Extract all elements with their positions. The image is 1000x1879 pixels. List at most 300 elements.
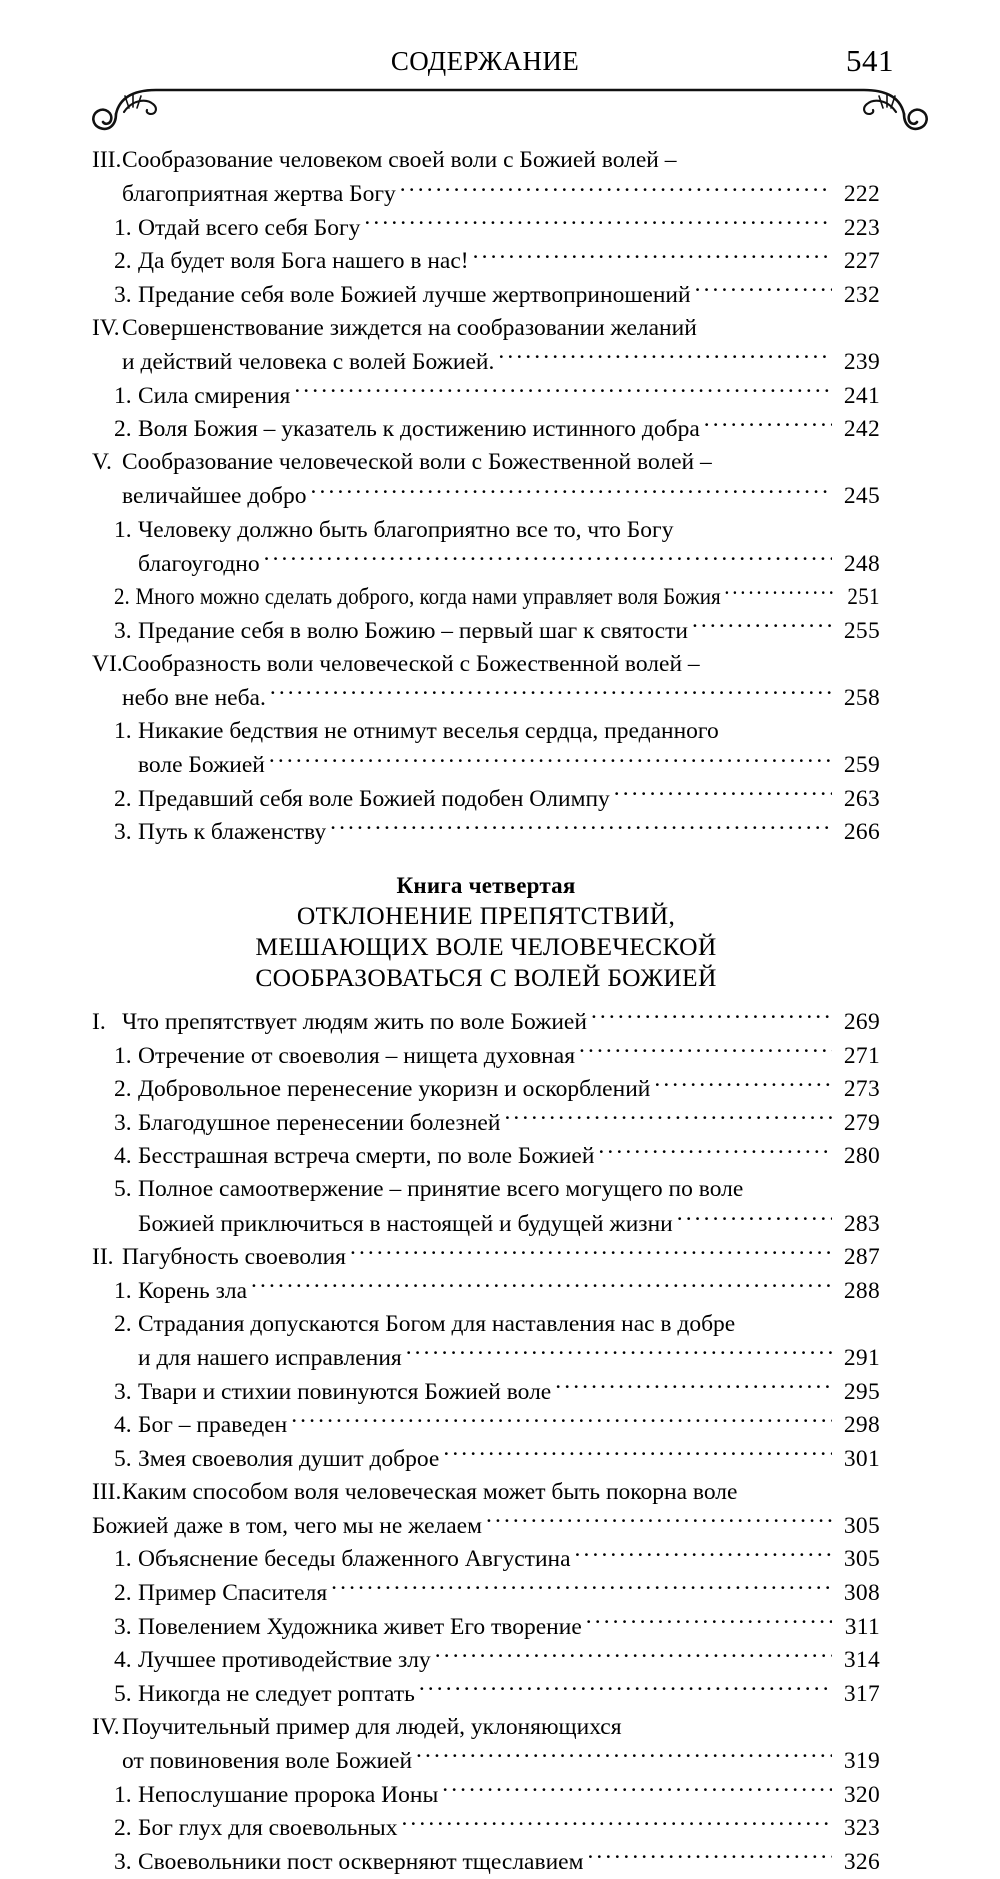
toc-entry-numeral: IV. bbox=[92, 1713, 120, 1740]
toc-entry-label bbox=[114, 816, 326, 850]
dot-leader bbox=[575, 1543, 832, 1567]
toc-entry-page-number: 314 bbox=[843, 1647, 880, 1674]
dot-leader bbox=[269, 749, 832, 773]
toc-entry-line[interactable] bbox=[92, 1039, 880, 1073]
toc-entry-text: Много можно сделать доброго, когда нами управляет воля Божия bbox=[135, 584, 721, 611]
toc-entry-label bbox=[92, 1241, 346, 1275]
toc-entry-text: Сообразование человеком своей воли с Божией волей – bbox=[122, 147, 677, 173]
toc-entry-row bbox=[114, 1106, 880, 1140]
toc-entry-line[interactable] bbox=[92, 178, 880, 212]
dot-leader bbox=[677, 1207, 832, 1231]
toc-entry-numeral: 2. bbox=[114, 1815, 132, 1842]
dot-leader bbox=[270, 682, 832, 706]
toc-entry-numeral: 3. bbox=[114, 1848, 132, 1875]
dot-leader bbox=[486, 1509, 832, 1533]
toc-entry-label bbox=[92, 648, 700, 682]
toc-entry-page-number: 223 bbox=[843, 214, 880, 241]
dot-leader bbox=[294, 379, 832, 403]
toc-entry-line[interactable] bbox=[92, 1509, 880, 1543]
toc-entry-page-number: 242 bbox=[843, 416, 880, 443]
dot-leader bbox=[498, 346, 832, 370]
dot-leader bbox=[364, 211, 832, 235]
toc-entry-row bbox=[122, 346, 880, 380]
toc-entry-text: Божией приключиться в настоящей и будущей жизни bbox=[138, 1210, 673, 1237]
toc-entry-label bbox=[92, 1006, 587, 1040]
toc-entry-page-number: 288 bbox=[843, 1277, 880, 1304]
toc-entry-text: Поучительный пример для людей, уклоняющихся bbox=[122, 1713, 622, 1740]
toc-entry-row bbox=[122, 682, 880, 716]
toc-entry-line[interactable] bbox=[92, 648, 880, 682]
toc-entry-label bbox=[114, 279, 691, 313]
toc-entry-page-number: 255 bbox=[843, 617, 880, 644]
toc-entry-text: благоугодно bbox=[138, 550, 260, 577]
toc-entry-line[interactable] bbox=[92, 1711, 880, 1745]
toc-entry-line[interactable] bbox=[92, 547, 880, 581]
toc-entry-text: Повелением Художника живет Его творение bbox=[138, 1613, 582, 1640]
dot-leader bbox=[291, 1409, 832, 1433]
toc-entry-label bbox=[114, 1846, 583, 1879]
toc-entry-label bbox=[92, 446, 712, 480]
toc-entry-label bbox=[114, 1107, 500, 1141]
toc-entry-page-number: 323 bbox=[843, 1815, 880, 1842]
toc-entry-line[interactable] bbox=[92, 782, 880, 816]
toc-entry-label bbox=[92, 312, 697, 346]
toc-entry-numeral: 1. bbox=[114, 214, 132, 241]
toc-entry-numeral: 3. bbox=[114, 819, 132, 846]
toc-entry-page-number: 269 bbox=[843, 1008, 880, 1035]
dot-leader bbox=[586, 1610, 832, 1634]
dot-leader bbox=[598, 1140, 832, 1164]
ornamental-divider-icon bbox=[80, 86, 940, 132]
toc-entry-line[interactable] bbox=[92, 1173, 880, 1207]
toc-entry-row bbox=[122, 1745, 880, 1779]
dot-leader bbox=[704, 413, 832, 437]
toc-entry-label bbox=[138, 749, 265, 783]
toc-entry-numeral: 1. bbox=[114, 382, 132, 409]
toc-entry-row bbox=[114, 1644, 880, 1678]
toc-entry-label bbox=[114, 1443, 439, 1477]
toc-entry-line[interactable] bbox=[92, 446, 880, 480]
toc-entry-line[interactable] bbox=[92, 1375, 880, 1409]
dot-leader bbox=[264, 547, 832, 571]
toc-entry-line[interactable] bbox=[92, 1140, 880, 1174]
toc-entry-numeral: 2. bbox=[114, 1310, 132, 1337]
toc-entry-text: Твари и стихии повинуются Божией воле bbox=[138, 1378, 552, 1405]
toc-entry-line[interactable] bbox=[92, 749, 880, 783]
book-heading-title-line: ОТКЛОНЕНИЕ ПРЕПЯТСТВИЙ, bbox=[296, 901, 676, 931]
toc-entry-line[interactable] bbox=[92, 1106, 880, 1140]
toc-entry-text: Пример Спасителя bbox=[138, 1580, 328, 1607]
dot-leader bbox=[331, 1577, 832, 1601]
toc-entry-text: Объяснение беседы блаженного Августина bbox=[138, 1546, 571, 1573]
toc-entry-row bbox=[114, 514, 880, 548]
toc-entry-row bbox=[114, 1308, 880, 1342]
dot-leader bbox=[401, 1812, 832, 1836]
toc-entry-text: Божией даже в том, чего мы не желаем bbox=[92, 1512, 482, 1539]
toc-entry-row bbox=[92, 1711, 880, 1745]
toc-entry-text: Бог – праведен bbox=[138, 1412, 288, 1439]
toc-entry-line[interactable] bbox=[92, 346, 880, 380]
toc-entry-line[interactable] bbox=[92, 1409, 880, 1443]
toc-entry-line[interactable] bbox=[92, 514, 880, 548]
toc-entry-page-number: 279 bbox=[843, 1109, 880, 1136]
toc-entry-label bbox=[92, 1510, 482, 1544]
toc-entry-label bbox=[114, 1678, 415, 1712]
toc-entry-line[interactable] bbox=[92, 245, 880, 279]
toc-entry-label bbox=[138, 548, 260, 582]
toc-entry-label bbox=[114, 1543, 571, 1577]
toc-entry-label bbox=[114, 1779, 438, 1813]
toc-entry-label bbox=[114, 1644, 431, 1678]
dot-leader bbox=[579, 1039, 832, 1063]
toc-entry-page-number: 251 bbox=[847, 584, 880, 611]
toc-entry-numeral: 3. bbox=[114, 617, 132, 644]
dot-leader bbox=[555, 1375, 832, 1399]
toc-entry-line[interactable] bbox=[92, 1577, 880, 1611]
toc-entry-line[interactable] bbox=[92, 1341, 880, 1375]
toc-entry-row bbox=[114, 211, 880, 245]
toc-entry-row bbox=[114, 614, 880, 648]
toc-entry-text: Лучшее противодействие злу bbox=[138, 1647, 431, 1674]
toc-entry-numeral: 1. bbox=[114, 516, 132, 543]
dot-leader bbox=[330, 816, 832, 840]
toc-entry-text: Отдай всего себя Богу bbox=[138, 214, 361, 241]
toc-entry-page-number: 311 bbox=[844, 1613, 880, 1640]
toc-entry-label bbox=[114, 1040, 575, 1074]
toc-entry-text: Своевольники пост оскверняют тщеславием bbox=[138, 1848, 584, 1875]
dot-leader bbox=[443, 1442, 832, 1466]
toc-entry-numeral: 3. bbox=[114, 1378, 132, 1405]
toc-entry-numeral: IV. bbox=[92, 314, 120, 341]
toc-entry-numeral: 1. bbox=[114, 1042, 132, 1069]
toc-section-book-three bbox=[92, 144, 880, 849]
toc-entry-text: Человеку должно быть благоприятно все то, что Богу bbox=[138, 516, 674, 543]
toc-entry-label bbox=[122, 1745, 412, 1779]
toc-entry-label bbox=[114, 380, 290, 414]
toc-entry-numeral: 2. bbox=[114, 1580, 132, 1607]
toc-entry-numeral: 2. bbox=[114, 785, 132, 812]
toc-entry-label bbox=[138, 1208, 673, 1242]
toc-entry-numeral: 2. bbox=[114, 584, 130, 611]
toc-entry-label bbox=[114, 1577, 327, 1611]
dot-leader bbox=[350, 1241, 832, 1265]
dot-leader bbox=[504, 1106, 832, 1130]
toc-entry-text: величайшее добро bbox=[122, 483, 307, 510]
toc-entry-row bbox=[114, 1173, 880, 1207]
toc-entry-text: Змея своеволия душит доброе bbox=[138, 1445, 440, 1472]
toc-entry-label bbox=[114, 1611, 582, 1645]
toc-entry-label bbox=[122, 178, 396, 212]
toc-entry-text: воле Божией bbox=[138, 752, 265, 779]
toc-entry-row bbox=[114, 1677, 880, 1711]
toc-entry-page-number: 319 bbox=[843, 1748, 880, 1775]
toc-entry-line[interactable] bbox=[92, 715, 880, 749]
toc-entry-row bbox=[114, 1039, 880, 1073]
toc-entry-numeral: 1. bbox=[114, 1781, 132, 1808]
toc-entry-page-number: 241 bbox=[843, 382, 880, 409]
toc-entry-line[interactable] bbox=[92, 614, 880, 648]
toc-entry-label bbox=[138, 1342, 402, 1376]
toc-entry-row bbox=[92, 1241, 880, 1275]
toc-entry-numeral: 2. bbox=[114, 1076, 132, 1103]
book-heading-title bbox=[92, 900, 880, 993]
toc-entry-page-number: 305 bbox=[843, 1512, 880, 1539]
dot-leader bbox=[473, 245, 832, 269]
toc-entry-row bbox=[92, 1005, 880, 1039]
running-head bbox=[92, 43, 894, 84]
toc-entry-label bbox=[114, 1140, 594, 1174]
toc-entry-row bbox=[114, 1543, 880, 1577]
toc-entry-page-number: 222 bbox=[843, 181, 880, 208]
toc-entry-page-number: 317 bbox=[843, 1680, 880, 1707]
toc-entry-text: Непослушание пророка Ионы bbox=[138, 1781, 439, 1808]
toc-entry-label bbox=[114, 581, 721, 615]
toc-entry-page-number: 271 bbox=[843, 1042, 880, 1069]
toc-entry-page-number: 258 bbox=[843, 685, 880, 711]
toc-entry-numeral: 1. bbox=[114, 1277, 132, 1304]
dot-leader bbox=[591, 1005, 832, 1029]
toc-entry-label bbox=[114, 212, 360, 246]
book-heading bbox=[92, 871, 880, 993]
toc-entry-label bbox=[114, 1275, 247, 1309]
dot-leader bbox=[695, 278, 832, 302]
toc-entry-text: Бесстрашная встреча смерти, по воле Божией bbox=[138, 1143, 595, 1170]
dot-leader bbox=[654, 1073, 832, 1097]
toc-entry-line[interactable] bbox=[92, 278, 880, 312]
toc-entry-line[interactable] bbox=[92, 480, 880, 514]
dot-leader bbox=[724, 581, 837, 605]
toc-entry-line[interactable] bbox=[92, 581, 880, 615]
toc-entry-label bbox=[114, 1376, 551, 1410]
toc-entry-page-number: 232 bbox=[843, 281, 880, 308]
toc-entry-label bbox=[114, 413, 700, 447]
toc-entry-page-number: 245 bbox=[843, 483, 880, 510]
toc-entry-label bbox=[114, 1409, 287, 1443]
toc-entry-text: и для нашего исправления bbox=[138, 1344, 402, 1371]
toc-entry-page-number: 263 bbox=[843, 785, 880, 812]
toc-entry-row bbox=[114, 1140, 880, 1174]
toc-entry-row bbox=[122, 178, 880, 212]
toc-entry-row bbox=[114, 278, 880, 312]
toc-entry-line[interactable] bbox=[92, 1241, 880, 1275]
book-heading-title-line: МЕШАЮЩИХ ВОЛЕ ЧЕЛОВЕЧЕСКОЙ bbox=[255, 932, 717, 962]
toc-entry-text: Пагубность своеволия bbox=[122, 1244, 346, 1271]
toc-entry-line[interactable] bbox=[92, 816, 880, 850]
toc-entry-page-number: 326 bbox=[843, 1848, 880, 1875]
toc-entry-row bbox=[92, 648, 880, 682]
toc-entry-label bbox=[114, 715, 719, 749]
toc-entry-numeral: III. bbox=[92, 147, 122, 173]
toc-entry-row bbox=[92, 1509, 880, 1543]
toc-entry-line[interactable] bbox=[92, 1073, 880, 1107]
toc-entry-numeral: 4. bbox=[114, 1143, 132, 1170]
toc-entry-numeral: II. bbox=[92, 1244, 114, 1271]
toc-section-book-four bbox=[92, 1005, 880, 1878]
toc-entry-numeral: 5. bbox=[114, 1680, 132, 1707]
toc-entry-numeral: 5. bbox=[114, 1176, 132, 1203]
toc-entry-line[interactable] bbox=[92, 1745, 880, 1779]
toc-entry-numeral: 1. bbox=[114, 1546, 132, 1573]
toc-entry-label bbox=[122, 682, 266, 716]
toc-entry-line[interactable] bbox=[92, 1207, 880, 1241]
toc-entry-line[interactable] bbox=[92, 1677, 880, 1711]
book-heading-title-line: СООБРАЗОВАТЬСЯ С ВОЛЕЙ БОЖИЕЙ bbox=[255, 963, 717, 993]
toc-entry-text: Путь к блаженству bbox=[138, 819, 327, 846]
toc-entry-label bbox=[114, 514, 673, 548]
dot-leader bbox=[311, 480, 832, 504]
toc-entry-label bbox=[122, 480, 307, 514]
toc-entry-line[interactable] bbox=[92, 413, 880, 447]
toc-entry-text: Предание себя воле Божией лучше жертвоприношений bbox=[138, 281, 691, 308]
toc-entry-numeral: 3. bbox=[114, 1109, 132, 1136]
toc-entry-row bbox=[114, 1442, 880, 1476]
toc-entry-page-number: 305 bbox=[843, 1546, 880, 1573]
toc-entry-label bbox=[114, 1073, 650, 1107]
toc-entry-row bbox=[92, 446, 880, 480]
toc-entry-numeral: 3. bbox=[114, 281, 132, 308]
toc-entry-row bbox=[122, 480, 880, 514]
toc-entry-label bbox=[114, 615, 688, 649]
toc-entry-row bbox=[138, 547, 880, 581]
toc-entry-label bbox=[114, 1812, 397, 1846]
toc-entry-line[interactable] bbox=[92, 1644, 880, 1678]
toc-entry-page-number: 298 bbox=[843, 1412, 880, 1439]
toc-entry-text: Корень зла bbox=[138, 1277, 248, 1304]
toc-entry-line[interactable] bbox=[92, 682, 880, 716]
toc-entry-row bbox=[114, 245, 880, 279]
toc-entry-page-number: 308 bbox=[843, 1580, 880, 1607]
dot-leader bbox=[400, 178, 832, 202]
toc-entry-text: Полное самоотвержение – принятие всего могущего по воле bbox=[138, 1176, 744, 1203]
toc-entry-page-number: 287 bbox=[843, 1244, 880, 1271]
toc-entry-label bbox=[92, 1711, 622, 1745]
toc-entry-row bbox=[114, 1073, 880, 1107]
toc-entry-label bbox=[114, 1173, 743, 1207]
toc-entry-label bbox=[114, 245, 469, 279]
toc-entry-label bbox=[92, 144, 677, 178]
toc-entry-text: Сообразование человеческой воли с Божественной волей – bbox=[122, 449, 712, 476]
toc-entry-numeral: I. bbox=[92, 1008, 106, 1035]
toc-entry-text: и действий человека с волей Божией. bbox=[122, 349, 495, 376]
toc-entry-row bbox=[92, 144, 880, 178]
page-folio-number: 541 bbox=[846, 43, 894, 78]
dot-leader bbox=[406, 1341, 832, 1365]
dot-leader bbox=[435, 1644, 832, 1668]
toc-entry-text: Предавший себя воле Божией подобен Олимпу bbox=[138, 785, 610, 812]
table-of-contents bbox=[92, 144, 880, 1879]
toc-entry-row bbox=[114, 1375, 880, 1409]
toc-entry-row bbox=[114, 379, 880, 413]
toc-entry-text: Предание себя в волю Божию – первый шаг к святости bbox=[138, 617, 688, 644]
dot-leader bbox=[692, 614, 832, 638]
toc-entry-row bbox=[114, 1778, 880, 1812]
toc-entry-line[interactable] bbox=[92, 1308, 880, 1342]
toc-entry-page-number: 295 bbox=[843, 1378, 880, 1405]
toc-entry-line[interactable] bbox=[92, 1005, 880, 1039]
toc-entry-page-number: 291 bbox=[843, 1344, 880, 1371]
toc-entry-text: Добровольное перенесение укоризн и оскорблений bbox=[138, 1076, 651, 1103]
toc-entry-line[interactable] bbox=[92, 1476, 880, 1510]
toc-entry-line[interactable] bbox=[92, 1778, 880, 1812]
toc-entry-line[interactable] bbox=[92, 312, 880, 346]
toc-entry-line[interactable] bbox=[92, 1610, 880, 1644]
toc-entry-text: Отречение от своеволия – нищета духовная bbox=[138, 1042, 575, 1069]
toc-entry-text: Никакие бедствия не отнимут веселья сердца, преданного bbox=[138, 718, 719, 745]
toc-entry-row bbox=[114, 816, 880, 850]
toc-entry-numeral: 2. bbox=[114, 416, 132, 443]
toc-entry-row bbox=[92, 312, 880, 346]
toc-entry-row bbox=[138, 749, 880, 783]
toc-entry-row bbox=[114, 1577, 880, 1611]
toc-entry-text: Сила смирения bbox=[138, 382, 291, 409]
toc-entry-numeral: 4. bbox=[114, 1412, 132, 1439]
toc-entry-row bbox=[114, 1812, 880, 1846]
toc-entry-row bbox=[114, 715, 880, 749]
toc-entry-text: Совершенствование зиждется на сообразовании желаний bbox=[122, 314, 697, 341]
dot-leader bbox=[416, 1745, 832, 1769]
toc-entry-text: Никогда не следует роптать bbox=[138, 1680, 415, 1707]
toc-entry-row bbox=[92, 1476, 880, 1510]
toc-entry-page-number: 239 bbox=[843, 349, 880, 376]
toc-entry-page-number: 273 bbox=[843, 1076, 880, 1103]
toc-entry-page-number: 259 bbox=[843, 752, 880, 779]
toc-entry-row bbox=[114, 1845, 880, 1879]
toc-entry-line[interactable] bbox=[92, 379, 880, 413]
toc-entry-numeral: VI. bbox=[92, 650, 123, 677]
toc-entry-text: Сообразность воли человеческой с Божественной волей – bbox=[122, 650, 700, 677]
toc-entry-text: Воля Божия – указатель к достижению истинного добра bbox=[138, 416, 700, 443]
toc-entry-page-number: 280 bbox=[843, 1143, 880, 1170]
toc-entry-line[interactable] bbox=[92, 1812, 880, 1846]
toc-entry-row bbox=[114, 782, 880, 816]
toc-entry-page-number: 248 bbox=[843, 550, 880, 577]
dot-leader bbox=[442, 1778, 832, 1802]
toc-entry-line[interactable] bbox=[92, 211, 880, 245]
dot-leader bbox=[614, 782, 832, 806]
page-title: СОДЕРЖАНИЕ bbox=[390, 46, 580, 76]
toc-entry-numeral: 5. bbox=[114, 1445, 132, 1472]
toc-entry-row bbox=[114, 581, 880, 615]
dot-leader bbox=[251, 1274, 832, 1298]
toc-entry-page-number: 301 bbox=[843, 1445, 880, 1472]
toc-entry-row bbox=[138, 1341, 880, 1375]
toc-entry-row bbox=[114, 1409, 880, 1443]
toc-entry-numeral: 4. bbox=[114, 1647, 132, 1674]
toc-entry-text: Каким способом воля человеческая может быть покорна воле bbox=[122, 1478, 738, 1505]
toc-entry-line[interactable] bbox=[92, 1543, 880, 1577]
toc-entry-line[interactable] bbox=[92, 1845, 880, 1879]
book-heading-kicker: Книга четвертая bbox=[396, 873, 576, 899]
dot-leader bbox=[587, 1845, 832, 1869]
toc-entry-line[interactable] bbox=[92, 1274, 880, 1308]
toc-entry-page-number: 283 bbox=[843, 1210, 880, 1237]
toc-entry-text: благоприятная жертва Богу bbox=[122, 181, 396, 208]
toc-entry-row bbox=[138, 1207, 880, 1241]
toc-entry-page-number: 266 bbox=[843, 819, 880, 846]
toc-entry-line[interactable] bbox=[92, 144, 880, 178]
toc-entry-label bbox=[92, 1476, 737, 1510]
toc-entry-numeral: 1. bbox=[114, 718, 132, 745]
toc-entry-numeral: 2. bbox=[114, 248, 132, 275]
toc-entry-text: Что препятствует людям жить по воле Божией bbox=[122, 1008, 587, 1035]
toc-entry-line[interactable] bbox=[92, 1442, 880, 1476]
toc-entry-numeral: V. bbox=[92, 449, 112, 476]
toc-entry-row bbox=[114, 1274, 880, 1308]
toc-entry-text: Страдания допускаются Богом для наставления нас в добре bbox=[138, 1310, 736, 1337]
toc-entry-row bbox=[114, 1610, 880, 1644]
toc-entry-row bbox=[114, 413, 880, 447]
toc-entry-numeral: 3. bbox=[114, 1613, 132, 1640]
